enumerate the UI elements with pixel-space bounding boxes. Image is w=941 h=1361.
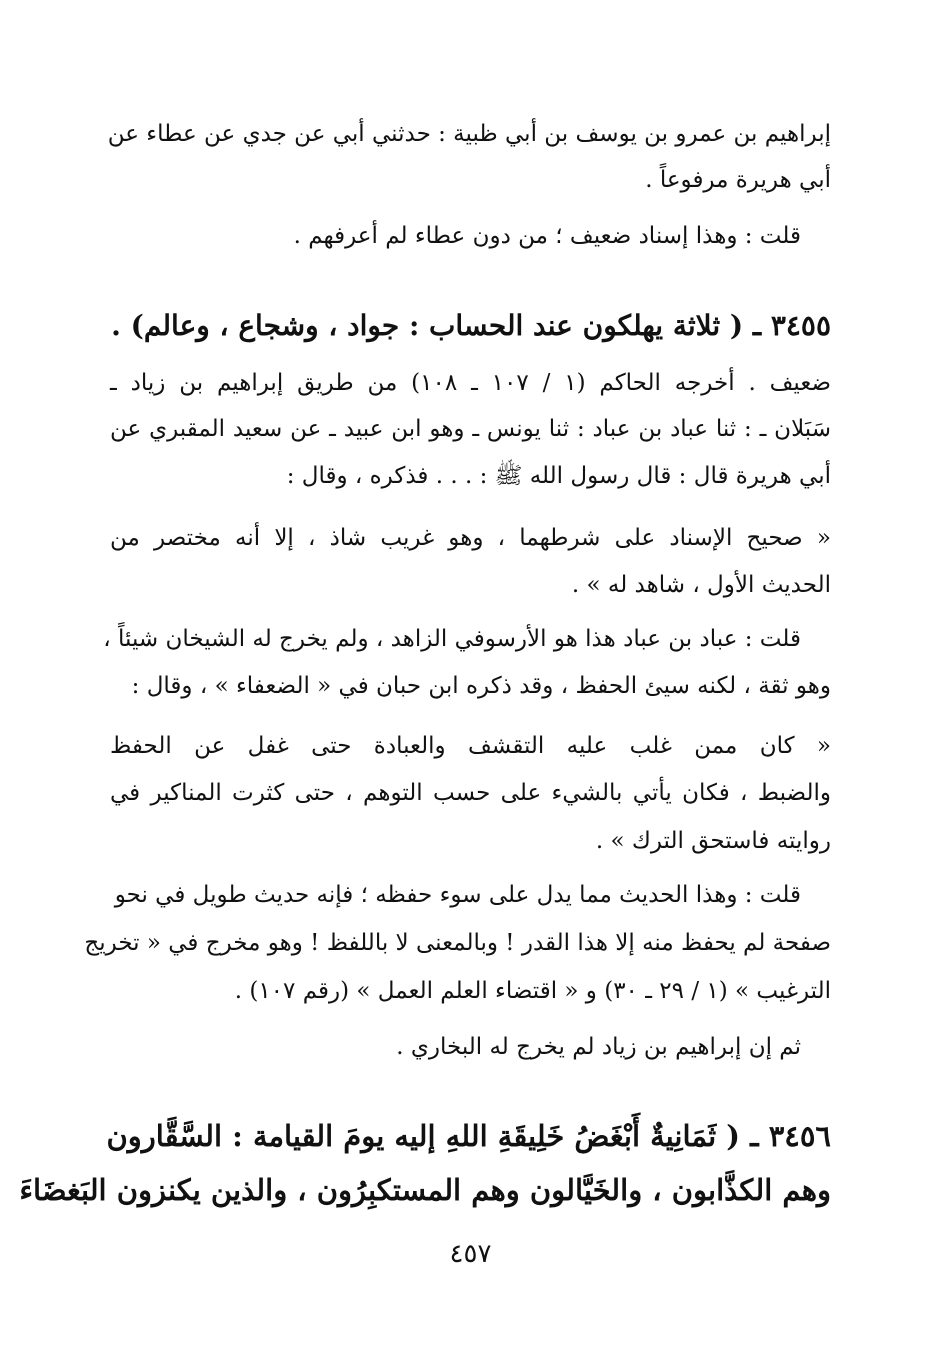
quote-line: روايته فاستحق الترك » . xyxy=(595,828,831,854)
text-line: الترغيب » (١ / ٢٩ ـ ٣٠) و « اقتضاء العلم العمل » (رقم ١٠٧) . xyxy=(234,978,831,1004)
page-number: ٤٥٧ xyxy=(449,1239,492,1269)
hadith-heading: ٣٤٥٦ ـ ( ثَمَانِيةٌ أَبْغَضُ خَلِيقَةِ اللهِ إليه يومَ القيامة : السَّقَّارون xyxy=(106,1119,831,1153)
text-line: قلت : وهذا إسناد ضعيف ؛ من دون عطاء لم أعرفهم . xyxy=(293,223,801,249)
text-line: أبي هريرة قال : قال رسول الله ﷺ : . . . فذكره ، وقال : xyxy=(286,463,831,489)
text-line: ضعيف . أخرجه الحاكم (١ / ١٠٧ ـ ١٠٨) من طريق إبراهيم بن زياد ـ xyxy=(110,370,831,396)
text-line: قلت : وهذا الحديث مما يدل على سوء حفظه ؛ فإنه حديث طويل في نحو xyxy=(114,882,801,908)
quote-line: « كان ممن غلب عليه التقشف والعبادة حتى غفل عن الحفظ xyxy=(110,733,831,759)
text-line: أبي هريرة مرفوعاً . xyxy=(645,167,831,193)
text-line: وهو ثقة ، لكنه سيئ الحفظ ، وقد ذكره ابن حبان في « الضعفاء » ، وقال : xyxy=(131,673,831,699)
hadith-heading: وهم الكذَّابون ، والخَيَّالون وهم المستكبِرُون ، والذين يكنزون البَغضَاءَ xyxy=(19,1173,831,1207)
text-line: إبراهيم بن عمرو بن يوسف بن أبي ظبية : حدثني أبي عن جدي عن عطاء عن xyxy=(107,121,831,147)
hadith-heading: ٣٤٥٥ ـ ( ثلاثة يهلكون عند الحساب : جواد ، وشجاع ، وعالم) . xyxy=(111,309,831,342)
quote-line: « صحيح الإسناد على شرطهما ، وهو غريب شاذ ، إلا أنه مختصر من xyxy=(110,525,831,551)
quote-line: الحديث الأول ، شاهد له » . xyxy=(571,572,831,598)
text-line: صفحة لم يحفظ منه إلا هذا القدر ! وبالمعنى لا باللفظ ! وهو مخرج في « تخريج xyxy=(84,930,831,956)
text-line: سَبَلان ـ : ثنا عباد بن عباد : ثنا يونس ـ وهو ابن عبيد ـ عن سعيد المقبري عن xyxy=(110,416,831,442)
quote-line: والضبط ، فكان يأتي بالشيء على حسب التوهم ، حتى كثرت المناكير في xyxy=(110,780,831,806)
text-line: قلت : عباد بن عباد هذا هو الأرسوفي الزاهد ، ولم يخرج له الشيخان شيئاً ، xyxy=(103,626,801,652)
text-line: ثم إن إبراهيم بن زياد لم يخرج له البخاري . xyxy=(396,1034,801,1060)
